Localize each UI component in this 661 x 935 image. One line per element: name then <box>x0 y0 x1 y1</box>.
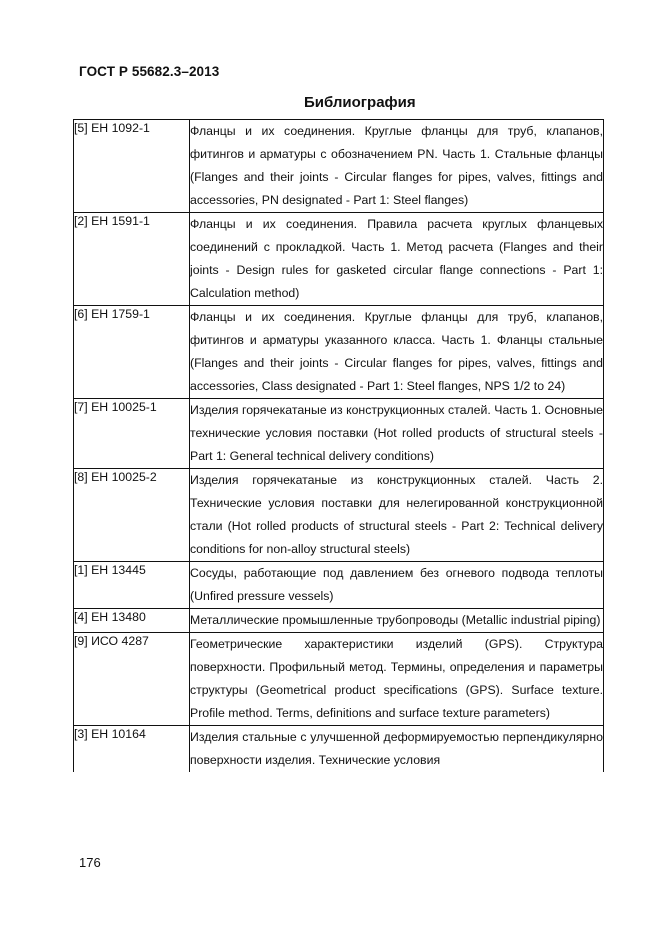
reference-title: Изделия горячекатаные из конструкционных сталей. Часть 1. Основные технические условия поставки (Hot rolled products of structural steels - Part 1: General technical delivery conditions) <box>190 399 604 469</box>
reference-code: [8] ЕН 10025-2 <box>74 469 190 562</box>
reference-title: Фланцы и их соединения. Круглые фланцы для труб, клапанов, фитингов и арматуры указанного класса. Часть 1. Фланцы стальные (Flanges and their joints - Circular flanges for pipes, valves, fittings and accessories, Class designated - Part 1: Steel flanges, NPS 1/2 to 24) <box>190 306 604 399</box>
section-title: Библиография <box>304 94 416 111</box>
reference-code: [9] ИСО 4287 <box>74 633 190 726</box>
table-row <box>74 306 604 399</box>
reference-title: Фланцы и их соединения. Правила расчета круглых фланцевых соединений с прокладкой. Часть 1. Метод расчета (Flanges and their joints - Design rules for gasketed circular flange connections - Part 1: Calculation method) <box>190 213 604 306</box>
reference-code: [7] ЕН 10025-1 <box>74 399 190 469</box>
reference-code: [6] ЕН 1759-1 <box>74 306 190 399</box>
table-row <box>74 609 604 633</box>
table-row <box>74 399 604 469</box>
reference-code: [2] ЕН 1591-1 <box>74 213 190 306</box>
reference-code: [4] ЕН 13480 <box>74 609 190 633</box>
page-number: 176 <box>79 855 101 870</box>
document-header: ГОСТ Р 55682.3–2013 <box>79 64 220 79</box>
reference-code: [3] ЕН 10164 <box>74 726 190 773</box>
table-row <box>74 726 604 773</box>
reference-code: [5] ЕН 1092-1 <box>74 120 190 213</box>
reference-title: Изделия стальные с улучшенной деформируемостью перпендикулярно поверхности изделия. Технические условия <box>190 726 604 773</box>
table-row <box>74 469 604 562</box>
table-row <box>74 120 604 213</box>
reference-title: Сосуды, работающие под давлением без огневого подвода теплоты (Unfired pressure vessels) <box>190 562 604 609</box>
reference-code: [1] ЕН 13445 <box>74 562 190 609</box>
reference-title: Геометрические характеристики изделий (GPS). Структура поверхности. Профильный метод. Термины, определения и параметры структуры (Geometrical product specifications (GPS). Surface texture. Profile method. Terms, definitions and surface texture parameters) <box>190 633 604 726</box>
table-row <box>74 633 604 726</box>
reference-title: Металлические промышленные трубопроводы (Metallic industrial piping) <box>190 609 604 633</box>
table-row <box>74 213 604 306</box>
reference-title: Фланцы и их соединения. Круглые фланцы для труб, клапанов, фитингов и арматуры с обозначением PN. Часть 1. Стальные фланцы (Flanges and their joints - Circular flanges for pipes, valves, fittings and accessories, PN designated - Part 1: Steel flanges) <box>190 120 604 213</box>
table-row <box>74 562 604 609</box>
bibliography-table <box>73 119 604 772</box>
reference-title: Изделия горячекатаные из конструкционных сталей. Часть 2. Технические условия поставки для нелегированной конструкционной стали (Hot rolled products of structural steels - Part 2: Technical delivery conditions for non-alloy structural steels) <box>190 469 604 562</box>
